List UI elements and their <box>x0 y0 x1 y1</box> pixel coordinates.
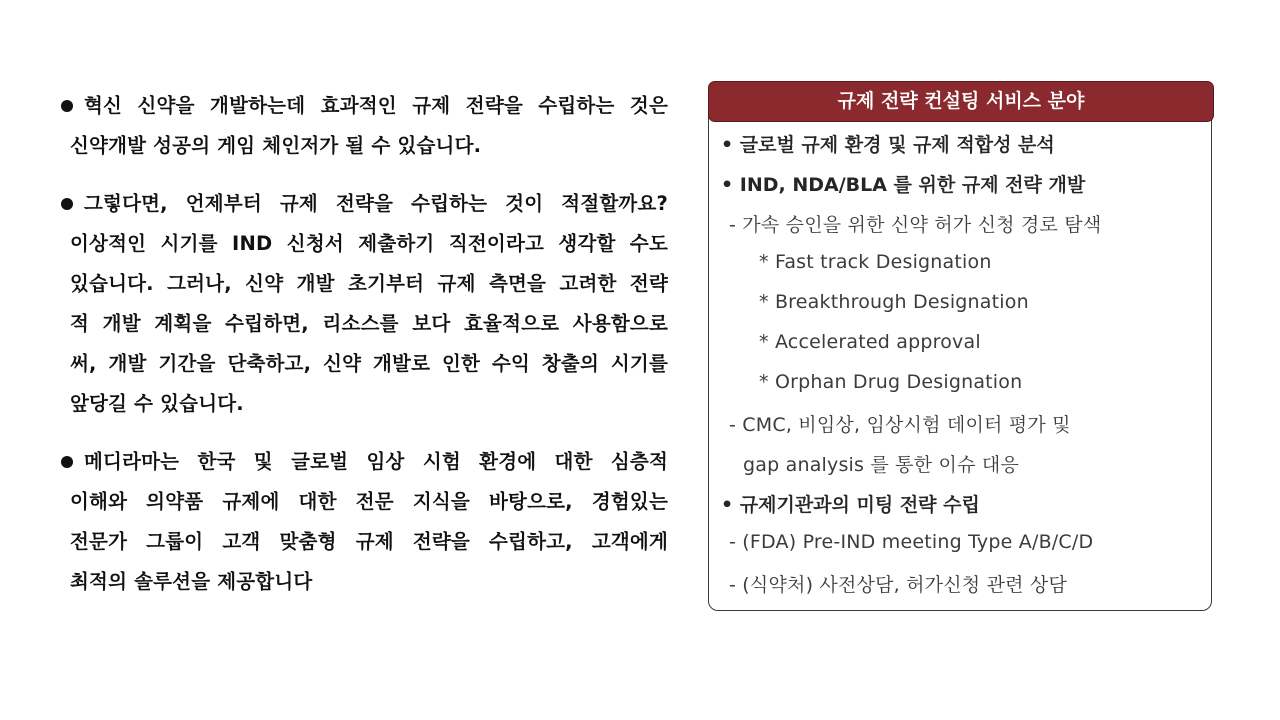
paragraph-3-line-2: 이해와 의약품 규제에 대한 전문 지식을 바탕으로, 경험있는 <box>70 490 668 513</box>
panel-subitem-accelerated-approval: * Accelerated approval <box>759 331 981 353</box>
paragraph-2-line-3: 있습니다. 그러나, 신약 개발 초기부터 규제 측면을 고려한 전략 <box>70 272 668 295</box>
paragraph-2 <box>58 184 668 424</box>
panel-subitem-orphan-drug: * Orphan Drug Designation <box>759 371 1023 393</box>
paragraph-2-line-4: 적 개발 계획을 수립하면, 리소스를 보다 효율적으로 사용함으로 <box>70 312 668 335</box>
panel-item-ind-strategy: • IND, NDA/BLA 를 위한 규제 전략 개발 <box>721 174 1086 196</box>
panel-item-global-analysis: • 글로벌 규제 환경 및 규제 적합성 분석 <box>721 134 1055 156</box>
panel-item-meeting-strategy: • 규제기관과의 미팅 전략 수립 <box>721 494 980 516</box>
paragraph-2-line-5: 써, 개발 기간을 단축하고, 신약 개발로 인한 수익 창출의 시기를 <box>70 352 668 375</box>
paragraph-1 <box>58 86 668 166</box>
paragraph-3-line-3: 전문가 그룹이 고객 맞춤형 규제 전략을 수립하고, 고객에게 <box>70 530 668 553</box>
bullet-dot-icon <box>61 100 73 112</box>
paragraph-3-line-4: 최적의 솔루션을 제공합니다 <box>70 570 313 593</box>
panel-subitem-data-evaluation: - CMC, 비임상, 임상시험 데이터 평가 및 <box>729 414 1071 436</box>
panel-subitem-breakthrough: * Breakthrough Designation <box>759 291 1029 313</box>
paragraph-1-line-2: 신약개발 성공의 게임 체인저가 될 수 있습니다. <box>70 134 482 157</box>
paragraph-1-line-1: 혁신 신약을 개발하는데 효과적인 규제 전략을 수립하는 것은 <box>84 94 668 117</box>
panel-subitem-fast-track: * Fast track Designation <box>759 251 992 273</box>
paragraph-2-line-1: 그렇다면, 언제부터 규제 전략을 수립하는 것이 적절할까요? <box>84 192 668 215</box>
paragraph-3 <box>58 442 668 602</box>
panel-subitem-fda-meeting: - (FDA) Pre-IND meeting Type A/B/C/D <box>729 531 1094 553</box>
paragraph-2-line-6: 앞당길 수 있습니다. <box>70 392 244 415</box>
bullet-dot-icon <box>61 198 73 210</box>
panel-subitem-gap-analysis: gap analysis 를 통한 이슈 대응 <box>743 454 1019 476</box>
bullet-dot-icon <box>61 456 73 468</box>
panel-title: 규제 전략 컨설팅 서비스 분야 <box>708 81 1214 122</box>
paragraph-2-line-2: 이상적인 시기를 IND 신청서 제출하기 직전이라고 생각할 수도 <box>70 232 668 255</box>
panel-subitem-accelerated-path: - 가속 승인을 위한 신약 허가 신청 경로 탐색 <box>729 214 1102 236</box>
service-panel <box>708 81 1212 611</box>
panel-subitem-mfds-consultation: - (식약처) 사전상담, 허가신청 관련 상담 <box>729 574 1068 596</box>
description-text <box>58 86 668 620</box>
paragraph-3-line-1: 메디라마는 한국 및 글로벌 임상 시험 환경에 대한 심층적 <box>84 450 668 473</box>
